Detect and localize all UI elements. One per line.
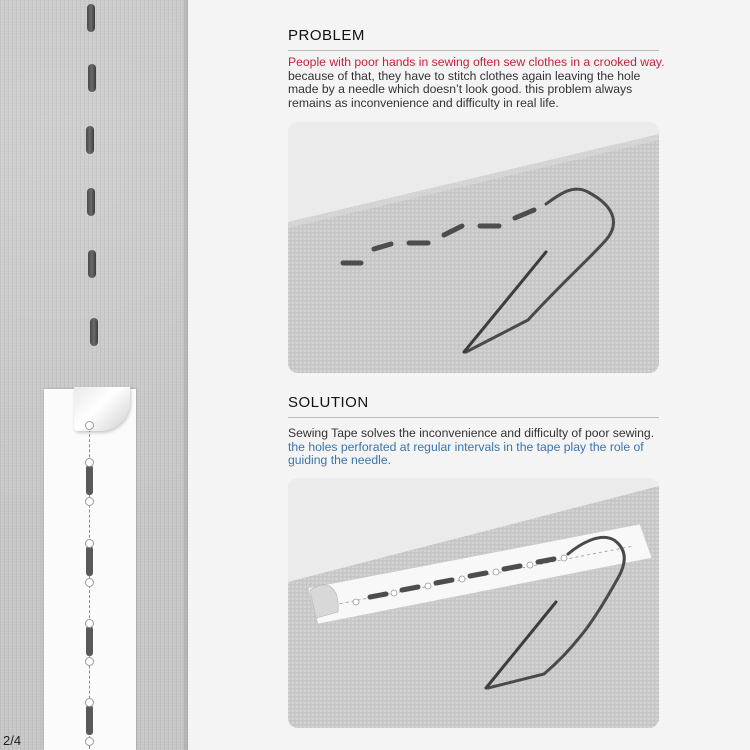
- tape-hole: [85, 421, 94, 430]
- tape-hole: [85, 698, 94, 707]
- solution-body: Sewing Tape solves the inconvenience and difficulty of poor sewing.: [288, 426, 655, 440]
- stitch: [87, 188, 95, 216]
- tape-hole: [85, 497, 94, 506]
- problem-title: PROBLEM: [288, 27, 365, 44]
- problem-body: because of that, they have to stitch clothes again leaving the hole made by a needle which doesn’t look good. this problem always remains as inconvenience and difficulty in real life.: [288, 68, 641, 110]
- stitch: [90, 318, 98, 346]
- solution-photo: [288, 478, 659, 728]
- tape-stitch: [86, 465, 93, 495]
- solution-divider: [288, 417, 659, 418]
- tape-hole: [85, 458, 94, 467]
- stitch: [86, 126, 94, 154]
- stitch: [88, 250, 96, 278]
- tape-stitch: [86, 626, 93, 656]
- tape-stitch: [86, 705, 93, 735]
- tape-hole: [85, 657, 94, 666]
- problem-highlight: People with poor hands in sewing often sew clothes in a crooked way.: [288, 55, 665, 69]
- stitch: [87, 4, 95, 32]
- problem-photo: [288, 122, 659, 373]
- stitch: [88, 64, 96, 92]
- tape-hole: [85, 619, 94, 628]
- fabric-strip-image: [0, 0, 188, 750]
- tape-hole: [85, 539, 94, 548]
- sewing-tape: [44, 389, 136, 750]
- tape-hole: [85, 578, 94, 587]
- tape-curl: [74, 387, 130, 431]
- problem-divider: [288, 50, 659, 51]
- tape-stitch: [86, 546, 93, 576]
- page-number: 2/4: [3, 733, 22, 748]
- strip-shadow: [182, 0, 188, 750]
- tape-hole: [85, 737, 94, 746]
- problem-text: [288, 56, 666, 110]
- solution-text: [288, 427, 666, 468]
- solution-title: SOLUTION: [288, 394, 369, 411]
- solution-highlight: the holes perforated at regular intervals in the tape play the role of guiding the needle.: [288, 439, 644, 467]
